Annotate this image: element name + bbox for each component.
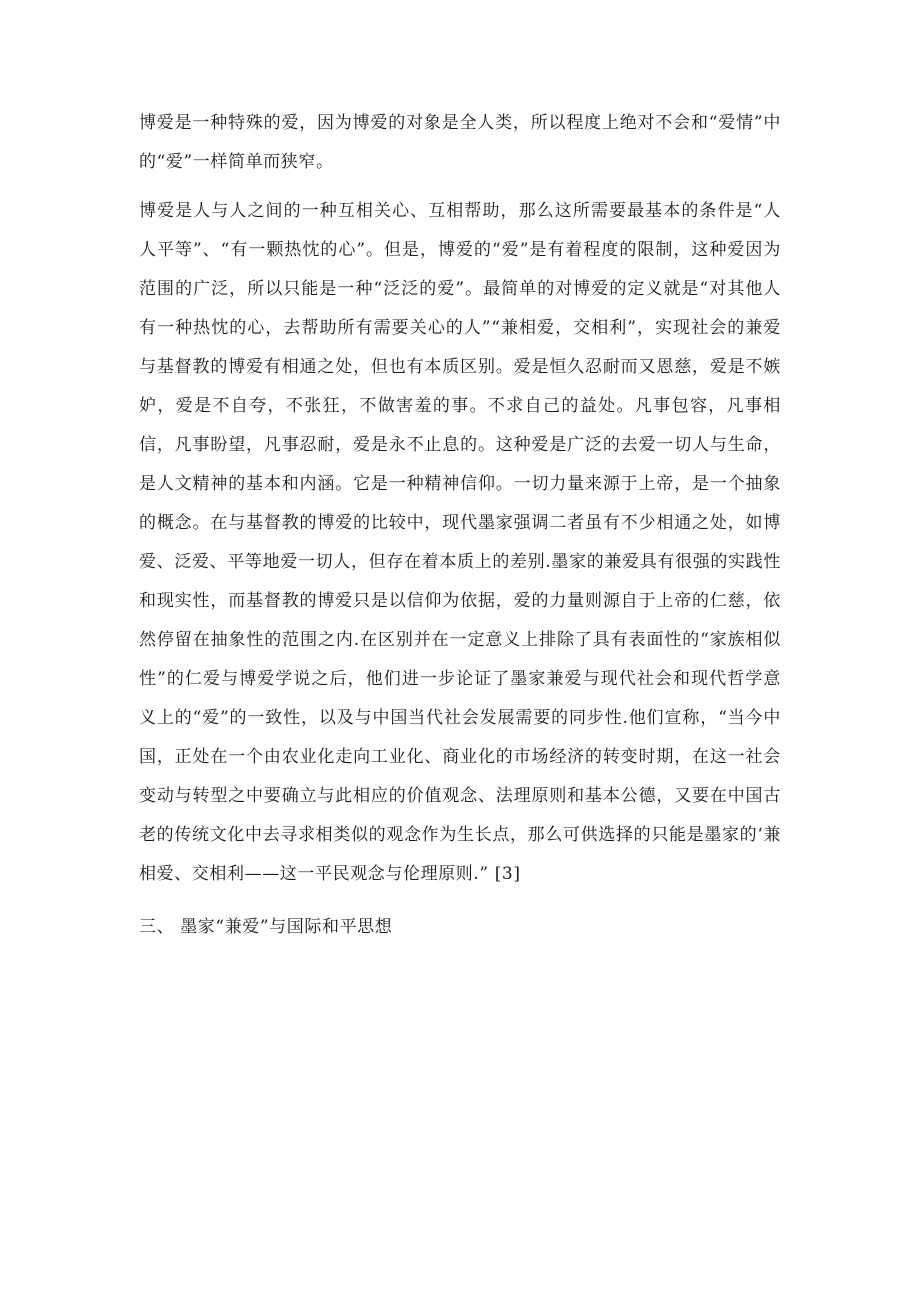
document-page (139, 104, 781, 947)
section-heading: 三、 墨家“兼爱”与国际和平思想 (139, 917, 393, 937)
paragraph-universal-love-intro: 博爱是一种特殊的爱，因为博爱的对象是全人类，所以程度上绝对不会和“爱情”中的“爱”一样简单而狭窄。 (139, 113, 781, 172)
paragraph-universal-love-comparison: 博爱是人与人之间的一种互相关心、互相帮助，那么这所需要最基本的条件是“人人平等”、“有一颗热忱的心”。但是，博爱的“爱”是有着程度的限制，这种爱因为范围的广泛，所以只能是一种“泛泛的爱”。最简单的对博爱的定义就是“对其他人有一种热忱的心，去帮助所有需要关心的人”“兼相爱，交相利”，实现社会的兼爱与基督教的博爱有相通之处，但也有本质区别。爱是恒久忍耐而又恩慈，爱是不嫉妒，爱是不自夸，不张狂，不做害羞的事。不求自己的益处。凡事包容，凡事相信，凡事盼望，凡事忍耐，爱是永不止息的。这种爱是广泛的去爱一切人与生命，是人文精神的基本和内涵。它是一种精神信仰。一切力量来源于上帝，是一个抽象的概念。在与基督教的博爱的比较中，现代墨家强调二者虽有不少相通之处，如博爱、泛爱、平等地爱一切人，但存在着本质上的差别.墨家的兼爱具有很强的实践性和现实性，而基督教的博爱只是以信仰为依据，爱的力量则源自于上帝的仁慈，依然停留在抽象性的范围之内.在区别并在一定意义上排除了具有表面性的“家族相似性”的仁爱与博爱学说之后，他们进一步论证了墨家兼爱与现代社会和现代哲学意义上的“爱”的一致性，以及与中国当代社会发展需要的同步性.他们宣称，“当今中国，正处在一个由农业化走向工业化、商业化的市场经济的转变时期，在这一社会变动与转型之中要确立与此相应的价值观念、法理原则和基本公德，又要在中国古老的传统文化中去寻求相类似的观念作为生长点，那么可供选择的只能是墨家的‘兼相爱、交相利——这一平民观念与伦理原则.” [3] (139, 201, 781, 884)
